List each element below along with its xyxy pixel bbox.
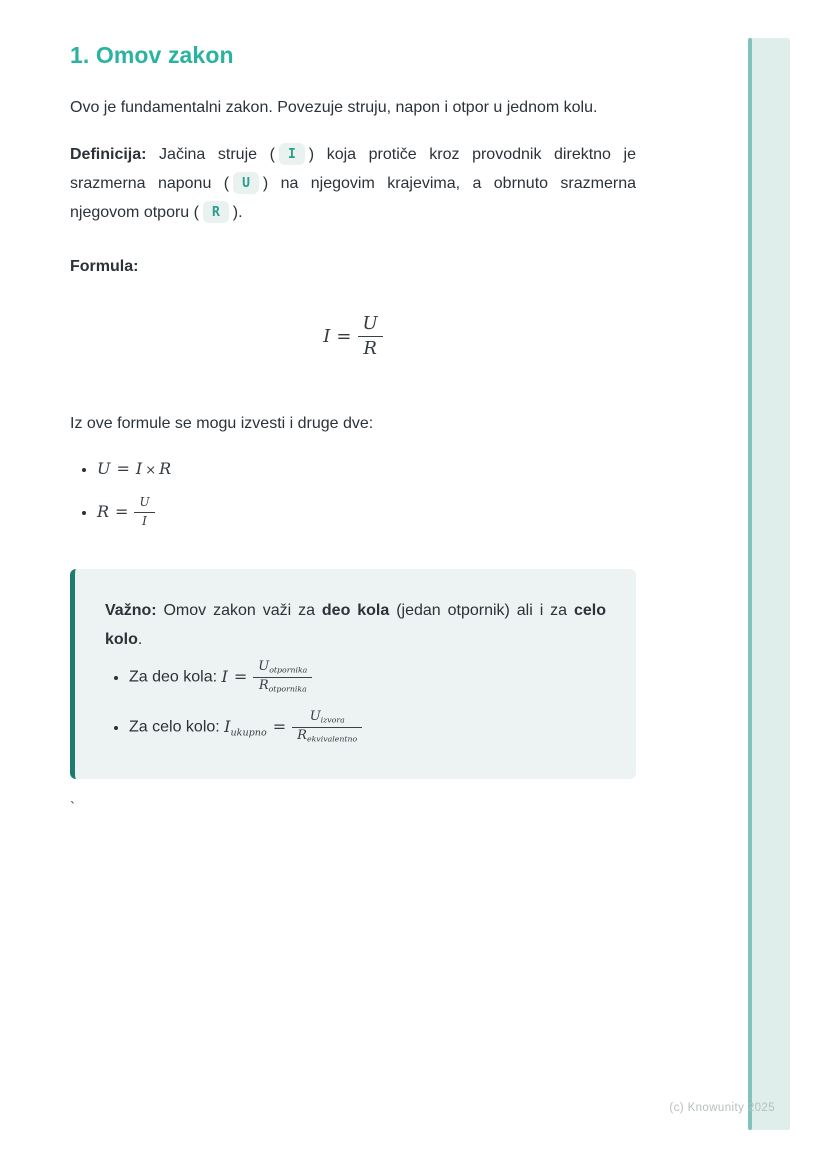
equals-sign: =	[233, 666, 248, 686]
equation-lhs: U	[97, 459, 111, 479]
list-item	[129, 660, 606, 694]
callout-item-prefix: Za deo kola:	[129, 668, 222, 686]
inline-code-current: I	[279, 143, 305, 165]
intro-paragraph: Ovo je fundamentalni zakon. Povezuje struju, napon i otpor u jednom kolu.	[70, 99, 598, 116]
formula-label: Formula:	[70, 257, 139, 275]
definition-text-4: ).	[232, 204, 243, 222]
callout-text-2: (jedan otpornik) ali i za	[389, 601, 574, 619]
definition-text-1: Jačina struje (	[146, 146, 275, 164]
callout-bold-1: deo kola	[321, 601, 390, 619]
callout-bold-2: celo kolo	[105, 601, 607, 648]
symbol-subscript: izvora	[320, 715, 345, 725]
inline-code-voltage: U	[233, 172, 259, 194]
copyright-text: (c) Knowunity 2025	[669, 1102, 775, 1114]
fraction-numerator: U	[362, 312, 378, 334]
math-fraction	[253, 660, 312, 694]
symbol-subscript: otpornika	[269, 665, 308, 675]
symbol-subscript: otpornika	[268, 684, 307, 694]
fraction-numerator: U	[139, 495, 150, 510]
callout-list	[105, 660, 606, 745]
symbol-subscript: ukupno	[230, 727, 267, 739]
definition-text-2: ) koja protiče kroz provodnik direktno je srazmerna naponu (	[70, 146, 636, 193]
definition-text-3: ) na njegovim krajevima, a obrnuto srazmerna njegovom otporu (	[70, 175, 636, 222]
derived-intro: Iz ove formule se mogu izvesti i druge dve:	[70, 414, 374, 432]
stray-backtick: `	[70, 798, 75, 816]
fraction-numerator	[253, 660, 312, 677]
page-edge-bar	[748, 38, 790, 1130]
math-fraction	[134, 496, 154, 529]
equation-lhs: R	[97, 501, 110, 521]
equation-lhs: I	[221, 666, 228, 686]
symbol-base: U	[258, 658, 270, 674]
list-item	[97, 496, 636, 529]
callout-item-prefix: Za celo kolo:	[129, 718, 225, 736]
fraction-numerator	[292, 710, 362, 727]
page-edge-divider	[748, 38, 752, 1130]
document-content	[70, 42, 636, 816]
callout-text-1: Omov zakon važi za	[156, 601, 322, 619]
callout-paragraph	[105, 596, 606, 654]
equals-sign: =	[115, 501, 129, 521]
equals-sign: =	[336, 325, 352, 347]
whole-circuit-equation	[224, 709, 362, 744]
equation-term-a: I	[135, 459, 143, 479]
callout-text-3: .	[137, 630, 143, 648]
symbol-base: R	[297, 727, 307, 743]
symbol-base: R	[258, 677, 269, 693]
equation-term-b: R	[159, 459, 172, 479]
symbol-base: U	[309, 709, 321, 725]
fraction-denominator	[292, 727, 362, 745]
equals-sign: =	[272, 716, 287, 736]
multiply-sign: ×	[145, 463, 157, 479]
fraction-denominator	[253, 677, 312, 695]
list-item	[129, 710, 606, 744]
symbol-base: I	[224, 716, 231, 736]
part-circuit-equation	[221, 658, 313, 694]
fraction-denominator: R	[358, 336, 383, 360]
derived-formulas-list	[70, 459, 636, 529]
definition-label: Definicija:	[70, 146, 147, 164]
callout-label: Važno:	[105, 601, 157, 619]
list-item	[97, 459, 636, 479]
definition-paragraph	[70, 140, 636, 227]
math-fraction	[292, 710, 362, 744]
ohms-law-equation	[323, 312, 382, 360]
math-fraction	[358, 314, 383, 360]
callout-box	[70, 569, 636, 779]
formula-display	[70, 300, 636, 378]
fraction-denominator: I	[134, 512, 154, 529]
voltage-equation	[97, 459, 171, 478]
symbol-subscript: ekvivalentno	[306, 734, 358, 744]
inline-code-resistance: R	[203, 201, 229, 223]
equation-lhs: I	[323, 325, 331, 347]
page-title: 1. Omov zakon	[70, 42, 234, 68]
resistance-equation	[97, 495, 155, 528]
equals-sign: =	[116, 459, 130, 479]
